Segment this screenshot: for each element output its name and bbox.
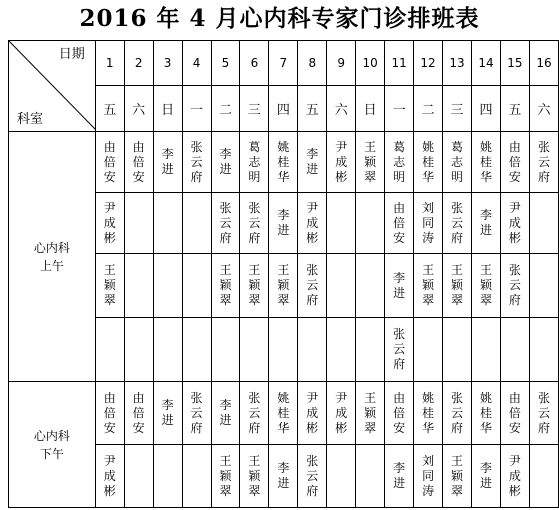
doctor-cell — [124, 382, 153, 445]
doctor-cell — [443, 382, 472, 445]
doctor-name: 张 云 府 — [190, 139, 203, 184]
doctor-cell — [95, 254, 124, 318]
doctor-cell — [472, 382, 501, 445]
day-number-cell: 1 — [95, 41, 124, 86]
doctor-cell — [153, 132, 182, 193]
dept-name: 心内科 — [33, 240, 70, 255]
day-number-cell: 12 — [414, 41, 443, 86]
doctor-cell — [385, 318, 414, 382]
doctor-cell — [211, 382, 240, 445]
doctor-cell — [472, 318, 501, 382]
doctor-cell — [356, 132, 385, 193]
doctor-name: 刘 同 涛 — [422, 200, 435, 245]
doctor-name: 姚 桂 华 — [277, 390, 290, 435]
weekday-cell: 一 — [385, 86, 414, 132]
doctor-cell — [182, 318, 211, 382]
doctor-name: 王 颖 翠 — [422, 263, 435, 307]
doctor-cell — [298, 382, 327, 445]
weekday-cell: 六 — [124, 86, 153, 132]
doctor-cell — [443, 132, 472, 193]
doctor-cell — [327, 193, 356, 254]
doctor-name: 姚 桂 华 — [422, 139, 435, 184]
doctor-cell — [95, 382, 124, 445]
doctor-name: 姚 桂 华 — [422, 390, 435, 435]
doctor-cell — [500, 318, 529, 382]
doctor-cell — [269, 254, 298, 318]
day-number-cell: 5 — [211, 41, 240, 86]
doctor-name: 由 倍 安 — [103, 139, 116, 184]
doctor-cell — [385, 132, 414, 193]
day-number-cell: 15 — [500, 41, 529, 86]
doctor-cell — [124, 254, 153, 318]
doctor-cell — [472, 445, 501, 508]
doctor-cell — [211, 318, 240, 382]
doctor-name: 张 云 府 — [451, 200, 464, 245]
doctor-cell — [124, 318, 153, 382]
doctor-name: 张 云 府 — [306, 453, 319, 498]
doctor-cell — [385, 254, 414, 318]
doctor-name: 李 进 — [277, 208, 290, 237]
doctor-cell — [414, 132, 443, 193]
doctor-name: 尹 成 彬 — [335, 390, 348, 435]
doctor-cell — [298, 445, 327, 508]
weekday-cell: 一 — [182, 86, 211, 132]
doctor-cell — [414, 193, 443, 254]
doctor-name: 葛 志 明 — [451, 139, 464, 184]
doctor-name: 王 颖 翠 — [364, 390, 377, 435]
doctor-cell — [95, 445, 124, 508]
doctor-name: 由 倍 安 — [132, 139, 145, 184]
doctor-cell — [211, 132, 240, 193]
weekday-cell: 四 — [472, 86, 501, 132]
doctor-name: 姚 桂 华 — [277, 139, 290, 184]
weekday-cell: 五 — [298, 86, 327, 132]
day-number-cell: 11 — [385, 41, 414, 86]
doctor-cell — [443, 193, 472, 254]
doctor-name: 王 颖 翠 — [277, 263, 290, 307]
doctor-cell — [153, 445, 182, 508]
doctor-cell — [182, 254, 211, 318]
doctor-cell — [414, 382, 443, 445]
doctor-cell — [414, 445, 443, 508]
doctor-name: 李 进 — [161, 398, 174, 427]
doctor-name: 由 倍 安 — [393, 200, 406, 245]
dept-label: 科室 — [17, 112, 44, 127]
doctor-name: 尹 成 彬 — [335, 139, 348, 184]
day-number-cell: 7 — [269, 41, 298, 86]
doctor-cell — [153, 382, 182, 445]
doctor-cell — [269, 132, 298, 193]
doctor-name: 张 云 府 — [190, 390, 203, 435]
doctor-cell — [153, 193, 182, 254]
doctor-name: 张 云 府 — [537, 390, 550, 435]
doctor-cell — [240, 445, 269, 508]
doctor-cell — [472, 132, 501, 193]
doctor-cell — [356, 254, 385, 318]
doctor-name: 尹 成 彬 — [306, 200, 319, 245]
doctor-cell — [500, 254, 529, 318]
doctor-name: 王 颖 翠 — [451, 453, 464, 498]
doctor-cell — [269, 382, 298, 445]
session-label-cell — [9, 382, 96, 508]
doctor-cell — [529, 132, 558, 193]
weekday-cell: 日 — [153, 86, 182, 132]
doctor-name: 由 倍 安 — [103, 390, 116, 435]
doctor-cell — [211, 193, 240, 254]
doctor-name: 葛 志 明 — [393, 139, 406, 184]
doctor-name: 由 倍 安 — [508, 139, 521, 184]
doctor-name: 王 颖 翠 — [219, 263, 232, 307]
page-title: 2016 年 4 月心内科专家门诊排班表 — [79, 5, 480, 32]
doctor-name: 张 云 府 — [537, 139, 550, 184]
doctor-cell — [95, 193, 124, 254]
doctor-cell — [327, 132, 356, 193]
doctor-name: 尹 成 彬 — [508, 453, 521, 498]
doctor-cell — [240, 193, 269, 254]
doctor-cell — [240, 382, 269, 445]
day-number-cell: 2 — [124, 41, 153, 86]
day-number-cell: 13 — [443, 41, 472, 86]
doctor-name: 由 倍 安 — [132, 390, 145, 435]
doctor-cell — [153, 318, 182, 382]
session-time: 上午 — [39, 258, 64, 273]
weekday-cell: 四 — [269, 86, 298, 132]
doctor-cell — [529, 193, 558, 254]
doctor-name: 李 进 — [161, 147, 174, 176]
weekday-cell: 五 — [500, 86, 529, 132]
doctor-cell — [269, 193, 298, 254]
weekday-cell: 二 — [414, 86, 443, 132]
doctor-cell — [124, 193, 153, 254]
doctor-cell — [327, 445, 356, 508]
doctor-cell — [385, 445, 414, 508]
doctor-cell — [298, 132, 327, 193]
session-time: 下午 — [39, 446, 64, 461]
doctor-cell — [472, 254, 501, 318]
doctor-cell — [443, 445, 472, 508]
day-number-cell: 9 — [327, 41, 356, 86]
doctor-name: 张 云 府 — [248, 390, 261, 435]
doctor-name: 王 颖 翠 — [451, 263, 464, 307]
doctor-name: 姚 桂 华 — [479, 390, 492, 435]
doctor-name: 尹 成 彬 — [103, 200, 116, 245]
doctor-name: 尹 成 彬 — [103, 453, 116, 498]
doctor-name: 尹 成 彬 — [508, 200, 521, 245]
doctor-cell — [327, 254, 356, 318]
day-number-cell: 3 — [153, 41, 182, 86]
doctor-cell — [356, 193, 385, 254]
schedule-table — [8, 40, 559, 508]
day-number-cell: 14 — [472, 41, 501, 86]
doctor-name: 葛 志 明 — [248, 139, 261, 184]
doctor-name: 李 进 — [219, 147, 232, 176]
doctor-name: 张 云 府 — [393, 327, 406, 371]
weekday-cell: 五 — [95, 86, 124, 132]
doctor-name: 王 颖 翠 — [248, 453, 261, 498]
doctor-cell — [211, 445, 240, 508]
dept-name: 心内科 — [33, 428, 70, 443]
doctor-cell — [356, 445, 385, 508]
doctor-cell — [95, 318, 124, 382]
doctor-cell — [298, 318, 327, 382]
doctor-cell — [182, 382, 211, 445]
weekday-cell: 六 — [529, 86, 558, 132]
doctor-cell — [385, 382, 414, 445]
doctor-cell — [414, 254, 443, 318]
doctor-name: 尹 成 彬 — [306, 390, 319, 435]
doctor-name: 李 进 — [306, 147, 319, 176]
schedule-row — [9, 132, 559, 193]
doctor-name: 王 颖 翠 — [248, 263, 261, 307]
doctor-cell — [356, 382, 385, 445]
doctor-name: 张 云 府 — [451, 390, 464, 435]
doctor-name: 李 进 — [393, 270, 406, 300]
doctor-name: 李 进 — [479, 208, 492, 237]
weekday-cell: 日 — [356, 86, 385, 132]
day-number-cell: 4 — [182, 41, 211, 86]
doctor-name: 李 进 — [393, 461, 406, 490]
doctor-cell — [124, 132, 153, 193]
date-label: 日期 — [58, 47, 85, 62]
doctor-cell — [153, 254, 182, 318]
day-number-cell: 16 — [529, 41, 558, 86]
header-corner-cell — [9, 41, 96, 132]
doctor-name: 张 云 府 — [219, 200, 232, 245]
day-number-cell: 8 — [298, 41, 327, 86]
doctor-cell — [443, 318, 472, 382]
doctor-cell — [298, 193, 327, 254]
doctor-cell — [385, 193, 414, 254]
weekday-cell: 六 — [327, 86, 356, 132]
doctor-cell — [500, 132, 529, 193]
doctor-cell — [182, 445, 211, 508]
doctor-cell — [298, 254, 327, 318]
doctor-name: 由 倍 安 — [508, 390, 521, 435]
doctor-cell — [182, 132, 211, 193]
doctor-cell — [500, 382, 529, 445]
day-number-cell: 6 — [240, 41, 269, 86]
doctor-name: 王 颖 翠 — [219, 453, 232, 498]
doctor-cell — [529, 382, 558, 445]
doctor-name: 王 颖 翠 — [103, 263, 116, 307]
doctor-cell — [95, 132, 124, 193]
schedule-row — [9, 382, 559, 445]
doctor-name: 张 云 府 — [248, 200, 261, 245]
doctor-cell — [472, 193, 501, 254]
doctor-name: 刘 同 涛 — [422, 453, 435, 498]
doctor-cell — [356, 318, 385, 382]
doctor-cell — [500, 193, 529, 254]
doctor-cell — [269, 445, 298, 508]
doctor-cell — [529, 254, 558, 318]
day-number-row — [9, 41, 559, 86]
doctor-name: 王 颖 翠 — [479, 263, 492, 307]
doctor-cell — [414, 318, 443, 382]
weekday-cell: 二 — [211, 86, 240, 132]
session-label-cell — [9, 132, 96, 382]
doctor-name: 李 进 — [219, 398, 232, 427]
doctor-cell — [211, 254, 240, 318]
doctor-cell — [124, 445, 153, 508]
doctor-cell — [269, 318, 298, 382]
doctor-name: 李 进 — [479, 461, 492, 490]
doctor-cell — [240, 254, 269, 318]
doctor-name: 王 颖 翠 — [364, 139, 377, 184]
doctor-name: 李 进 — [277, 461, 290, 490]
doctor-name: 张 云 府 — [508, 263, 521, 307]
doctor-cell — [327, 318, 356, 382]
doctor-name: 由 倍 安 — [393, 390, 406, 435]
doctor-cell — [443, 254, 472, 318]
doctor-cell — [529, 445, 558, 508]
doctor-cell — [529, 318, 558, 382]
day-number-cell: 10 — [356, 41, 385, 86]
weekday-cell: 三 — [443, 86, 472, 132]
doctor-name: 姚 桂 华 — [479, 139, 492, 184]
doctor-cell — [500, 445, 529, 508]
doctor-cell — [240, 132, 269, 193]
doctor-cell — [182, 193, 211, 254]
doctor-name: 张 云 府 — [306, 263, 319, 307]
weekday-cell: 三 — [240, 86, 269, 132]
doctor-cell — [327, 382, 356, 445]
doctor-cell — [240, 318, 269, 382]
